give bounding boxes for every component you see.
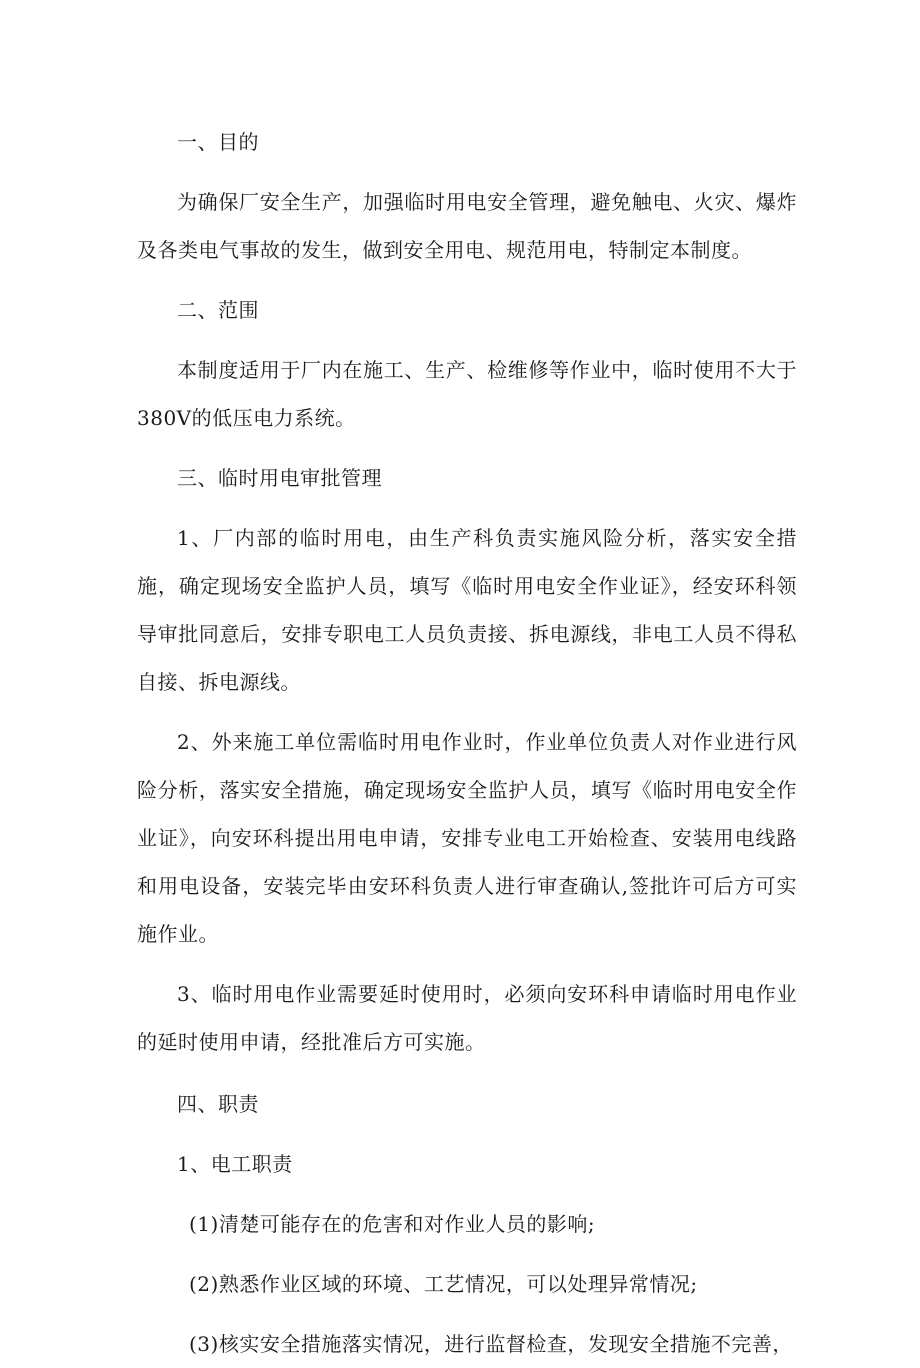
- approval-paragraph-1: 1、厂内部的临时用电，由生产科负责实施风险分析，落实安全措施，确定现场安全监护人员，填写《临时用电安全作业证》，经安环科领导审批同意后，安排专职电工人员负责接、拆电源线，非电工人员不得私自接、拆电源线。: [137, 526, 797, 694]
- duty-item-2: (2)熟悉作业区域的环境、工艺情况，可以处理异常情况;: [189, 1272, 698, 1296]
- approval-paragraph-3: 3、临时用电作业需要延时使用时，必须向安环科申请临时用电作业的延时使用申请，经批准后方可实施。: [137, 982, 797, 1054]
- scope-paragraph: 本制度适用于厂内在施工、生产、检维修等作业中，临时使用不大于380V的低压电力系统。: [137, 358, 797, 430]
- section-heading-scope: 二、范围: [177, 298, 259, 322]
- duty-item-3: (3)核实安全措施落实情况，进行监督检查，发现安全措施不完善，: [189, 1332, 793, 1356]
- section-heading-duties: 四、职责: [177, 1092, 259, 1116]
- document-body: [137, 118, 797, 1368]
- approval-paragraph-2: 2、外来施工单位需临时用电作业时，作业单位负责人对作业进行风险分析，落实安全措施，确定现场安全监护人员，填写《临时用电安全作业证》，向安环科提出用电申请，安排专业电工开始检查、安装用电线路和用电设备，安装完毕由安环科负责人进行审查确认,签批许可后方可实施作业。: [137, 730, 797, 946]
- subheading-electrician-duties: 1、电工职责: [177, 1152, 293, 1176]
- section-heading-purpose: 一、目的: [177, 130, 259, 154]
- section-heading-approval: 三、临时用电审批管理: [177, 466, 382, 490]
- duty-item-1: (1)清楚可能存在的危害和对作业人员的影响;: [189, 1212, 596, 1236]
- purpose-paragraph: 为确保厂安全生产，加强临时用电安全管理，避免触电、火灾、爆炸及各类电气事故的发生，做到安全用电、规范用电，特制定本制度。: [137, 190, 797, 262]
